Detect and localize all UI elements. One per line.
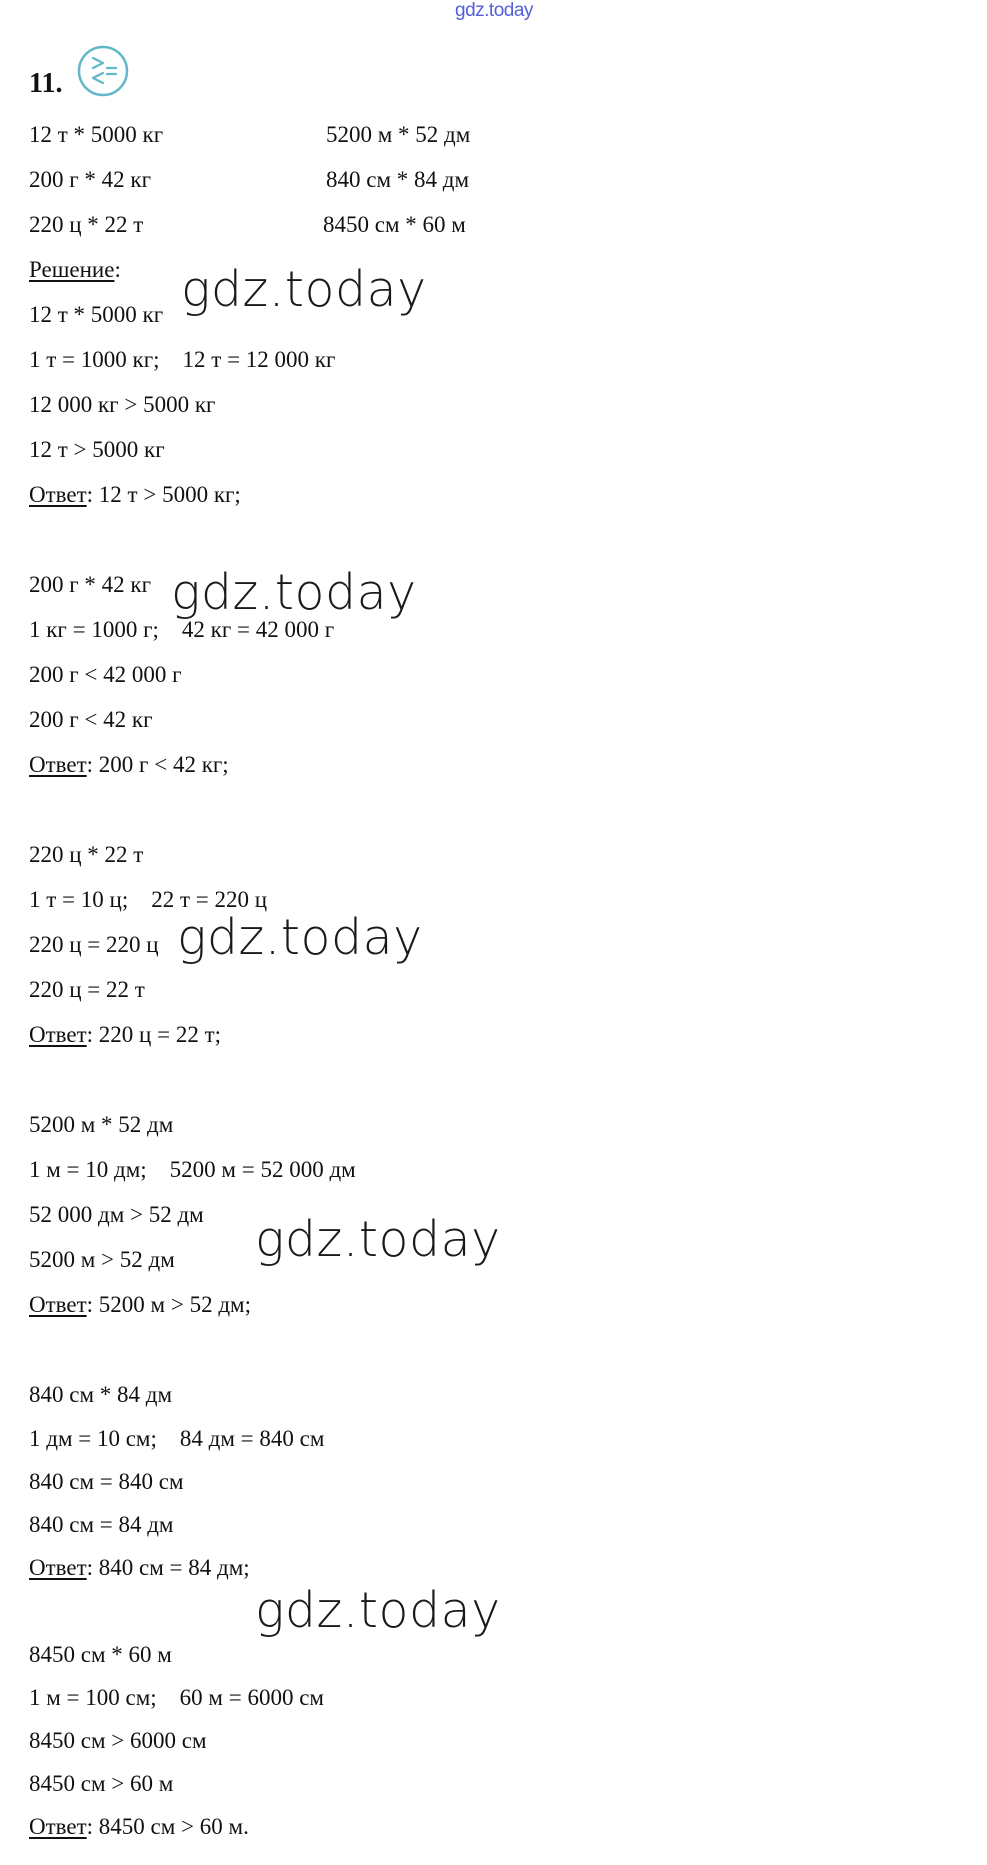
solution-step: 220 ц = 220 ц — [29, 932, 159, 957]
answer-label: Ответ — [29, 752, 87, 777]
solution-step: 8450 см > 60 м — [29, 1771, 174, 1796]
answer-label: Ответ — [29, 1555, 87, 1580]
solution-task-4: 5200 м * 52 дм — [29, 1112, 174, 1137]
solution-step: 12 т > 5000 кг — [29, 437, 165, 462]
solution-task-6: 8450 см * 60 м — [29, 1642, 172, 1667]
answer-label: Ответ — [29, 482, 87, 507]
solution-step: 840 см = 84 дм — [29, 1512, 174, 1537]
watermark: gdz.today — [181, 261, 427, 318]
solution-step: 200 г < 42 кг — [29, 707, 153, 732]
solution-heading-colon: : — [114, 257, 121, 282]
solution-task-3: 220 ц * 22 т — [29, 842, 144, 867]
condition-right-3: 8450 см * 60 м — [323, 212, 466, 237]
watermark: gdz.today — [171, 564, 417, 621]
solution-step: 1 кг = 1000 г; 42 кг = 42 000 г — [29, 617, 335, 642]
solution-task-5: 840 см * 84 дм — [29, 1382, 173, 1407]
condition-left-2: 200 г * 42 кг — [29, 167, 152, 192]
solution-step: 5200 м > 52 дм — [29, 1247, 175, 1272]
solution-task-2: 200 г * 42 кг — [29, 572, 152, 597]
answer-value: : 200 г < 42 кг; — [86, 752, 229, 777]
condition-left-3: 220 ц * 22 т — [29, 212, 144, 237]
header-watermark: gdz.today — [455, 0, 533, 21]
answer-4 — [29, 1291, 251, 1319]
solution-task-1: 12 т * 5000 кг — [29, 302, 164, 327]
condition-right-1: 5200 м * 52 дм — [326, 122, 471, 147]
answer-1 — [29, 481, 241, 509]
compare-icon — [76, 44, 130, 98]
solution-step: 8450 см > 6000 см — [29, 1728, 207, 1753]
solution-heading-label: Решение — [29, 257, 115, 282]
answer-label: Ответ — [29, 1814, 87, 1839]
solution-step: 12 000 кг > 5000 кг — [29, 392, 216, 417]
answer-3 — [29, 1021, 221, 1049]
solution-step: 52 000 дм > 52 дм — [29, 1202, 204, 1227]
answer-6 — [29, 1813, 249, 1841]
answer-label: Ответ — [29, 1292, 87, 1317]
answer-value: : 840 см = 84 дм; — [86, 1555, 250, 1580]
watermark: gdz.today — [255, 1211, 501, 1268]
condition-left-1: 12 т * 5000 кг — [29, 122, 164, 147]
condition-right-2: 840 см * 84 дм — [326, 167, 470, 192]
answer-5 — [29, 1554, 250, 1582]
answer-value: : 220 ц = 22 т; — [86, 1022, 222, 1047]
solution-step: 1 дм = 10 см; 84 дм = 840 см — [29, 1426, 325, 1451]
solution-step: 1 т = 10 ц; 22 т = 220 ц — [29, 887, 268, 912]
watermark: gdz.today — [255, 1582, 501, 1639]
watermark: gdz.today — [177, 909, 423, 966]
solution-step: 840 см = 840 см — [29, 1469, 184, 1494]
solution-step: 220 ц = 22 т — [29, 977, 145, 1002]
answer-value: : 8450 см > 60 м. — [86, 1814, 249, 1839]
solution-step: 1 м = 100 см; 60 м = 6000 см — [29, 1685, 324, 1710]
solution-step: 1 м = 10 дм; 5200 м = 52 000 дм — [29, 1157, 356, 1182]
answer-2 — [29, 751, 229, 779]
answer-value: : 5200 м > 52 дм; — [86, 1292, 251, 1317]
solution-step: 1 т = 1000 кг; 12 т = 12 000 кг — [29, 347, 336, 372]
answer-value: : 12 т > 5000 кг; — [86, 482, 241, 507]
answer-label: Ответ — [29, 1022, 87, 1047]
solution-heading — [29, 256, 121, 284]
task-number: 11. — [29, 68, 63, 99]
solution-step: 200 г < 42 000 г — [29, 662, 182, 687]
